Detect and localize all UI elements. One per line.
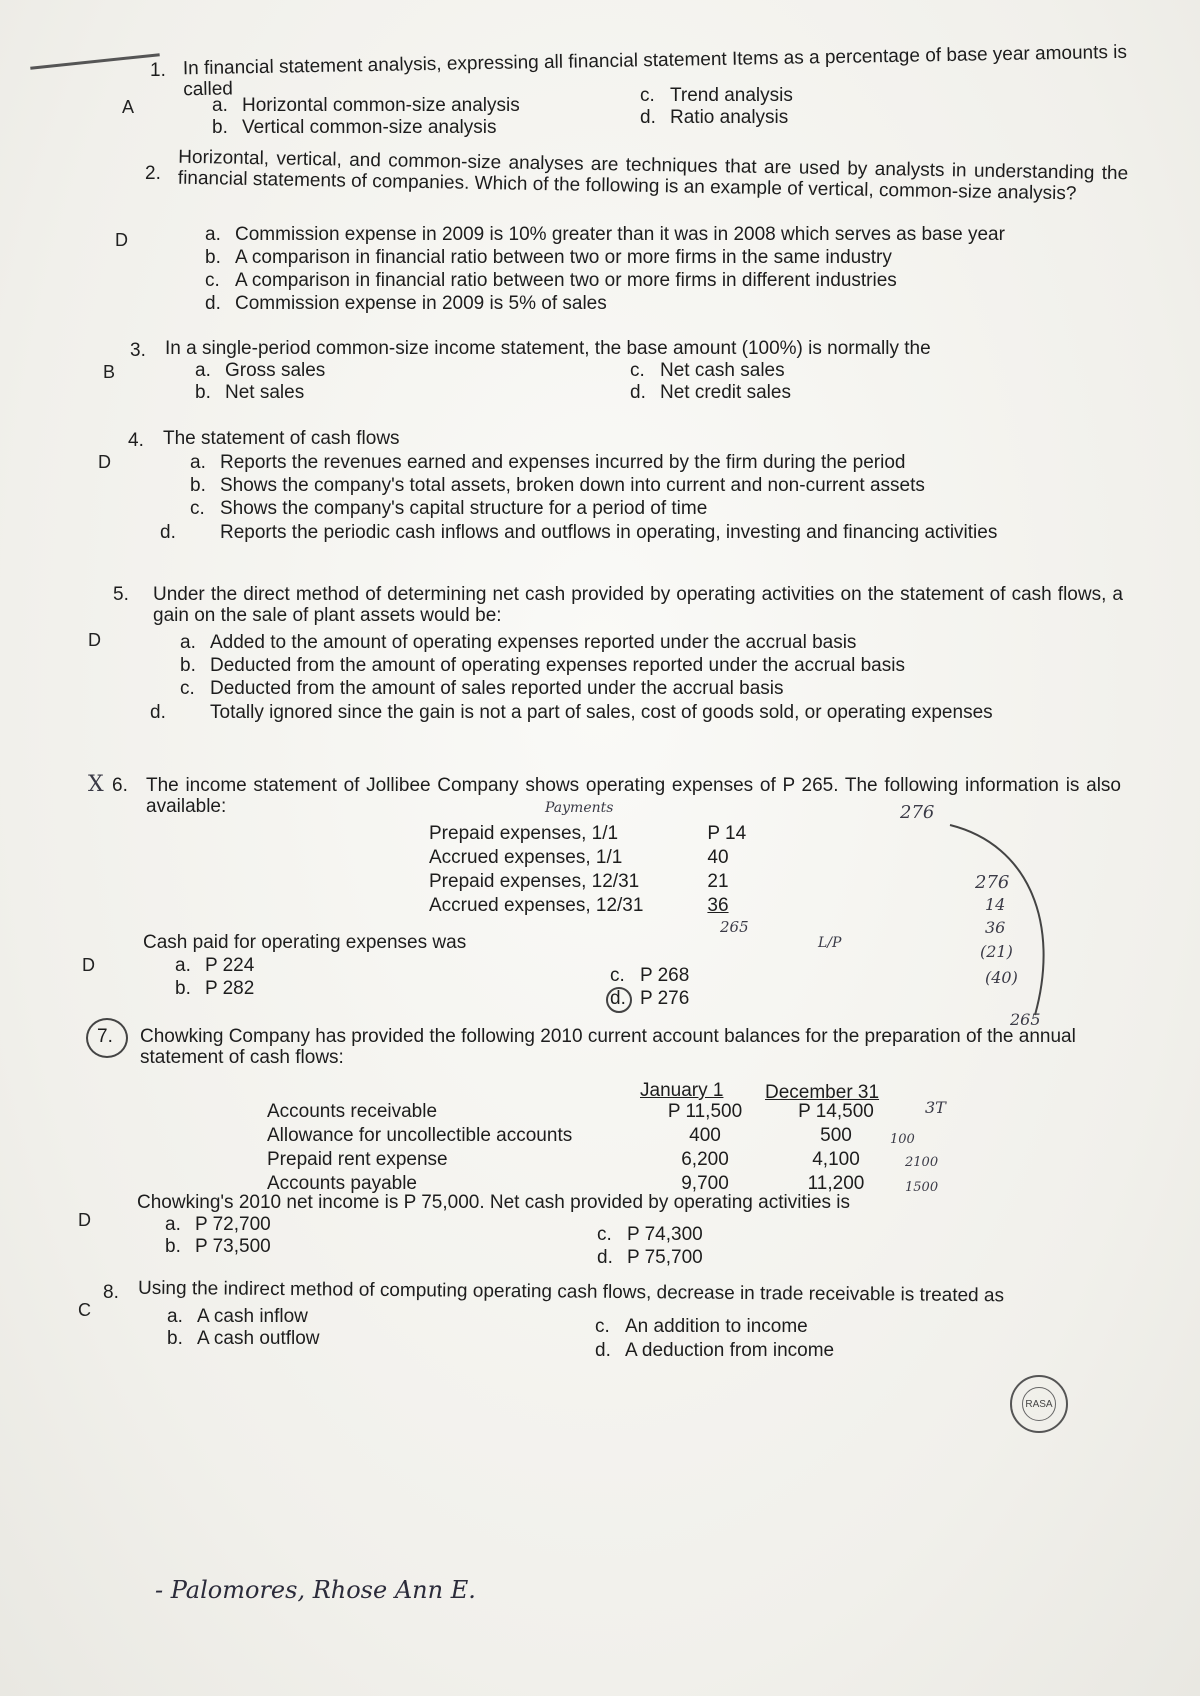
- option-text: Commission expense in 2009 is 10% greater than it was in 2008 which serves as base year: [235, 224, 1005, 245]
- row-label: Prepaid rent expense: [267, 1149, 448, 1170]
- question-stem: Under the direct method of determining net cash provided by operating activities on the statement of cash flows, a gain on the sale of plant assets would be:: [153, 584, 1123, 626]
- cross-mark: X: [88, 772, 104, 797]
- option-a: [195, 360, 325, 382]
- option-letter: d.: [640, 107, 656, 128]
- option-text: P 282: [205, 978, 255, 999]
- option-c: [630, 360, 785, 382]
- option-c: [595, 1316, 808, 1338]
- option-letter: d.: [150, 702, 166, 723]
- option-b: [167, 1328, 320, 1350]
- answer-mark: C: [78, 1300, 91, 1320]
- signature: - Palomores, Rhose Ann E.: [155, 1576, 476, 1604]
- handwritten-note: Payments: [545, 800, 614, 816]
- option-a: [165, 1214, 271, 1236]
- option-d: [597, 1247, 703, 1269]
- answer-mark: D: [98, 452, 111, 472]
- option-letter: a.: [190, 452, 206, 473]
- stamp-seal: [1010, 1375, 1068, 1433]
- balances-table: [263, 1100, 903, 1196]
- option-text: Added to the amount of operating expenses reported under the accrual basis: [210, 632, 857, 653]
- stamp-inner: RASA: [1022, 1387, 1056, 1421]
- option-letter: d.: [160, 522, 176, 543]
- question-number: 2.: [145, 163, 161, 184]
- option-letter: a.: [205, 224, 221, 245]
- option-text: Ratio analysis: [670, 107, 789, 128]
- handwritten-bracket: [940, 815, 1070, 1030]
- option-c: [205, 270, 897, 292]
- option-text: A comparison in financial ratio between two or more firms in different industries: [235, 270, 897, 291]
- option-text: Reports the revenues earned and expenses incurred by the firm during the period: [220, 452, 906, 473]
- answer-mark: B: [103, 362, 116, 382]
- handwritten-note: 14: [985, 895, 1006, 914]
- option-letter: c.: [190, 498, 205, 519]
- option-letter: d.: [630, 382, 646, 403]
- handwritten-note: L/P: [818, 935, 842, 951]
- option-text: Shows the company's capital structure for a period of time: [220, 498, 708, 519]
- option-text: P 75,700: [627, 1247, 703, 1268]
- option-text: Commission expense in 2009 is 5% of sales: [235, 293, 607, 314]
- option-text: Deducted from the amount of operating expenses reported under the accrual basis: [210, 655, 905, 676]
- data-table: [425, 822, 750, 918]
- row-value: 21: [707, 871, 729, 892]
- option-text: P 72,700: [195, 1214, 271, 1235]
- option-b: [195, 382, 304, 404]
- row-value: P 14: [707, 823, 747, 844]
- question-stem: In a single-period common-size income statement, the base amount (100%) is normally the: [165, 338, 931, 359]
- handwritten-note: 36: [985, 918, 1006, 937]
- handwritten-note: 1500: [905, 1180, 939, 1195]
- column-header: January 1: [640, 1080, 724, 1101]
- question-stem: Horizontal, vertical, and common-size analyses are techniques that are used by analysts in understanding the financial statements of companies. Which of the following is an example of vertical, common-size analysis?: [177, 146, 1129, 205]
- question-number: 1.: [150, 60, 166, 81]
- option-letter: c.: [640, 85, 655, 106]
- handwritten-note: 3T: [925, 1098, 946, 1117]
- option-a: [212, 95, 520, 117]
- answer-mark: D: [115, 230, 128, 250]
- option-letter: c.: [205, 270, 220, 291]
- option-d: [205, 293, 607, 315]
- question-stem: In financial statement analysis, expressing all financial statement Items as a percentage of base year amounts is called: [182, 41, 1128, 101]
- question-number: 4.: [128, 430, 144, 451]
- handwritten-note: 2100: [905, 1155, 939, 1170]
- option-c: [180, 678, 784, 700]
- option-letter: b.: [205, 247, 221, 268]
- option-text: P 73,500: [195, 1236, 271, 1257]
- option-letter: a.: [195, 360, 211, 381]
- answer-mark: D: [82, 955, 95, 975]
- option-text: Net credit sales: [660, 382, 791, 403]
- option-text: P 224: [205, 955, 255, 976]
- option-d: [150, 701, 1110, 724]
- option-letter: d.: [595, 1340, 611, 1361]
- option-text: A deduction from income: [625, 1340, 835, 1361]
- handwritten-note: 276: [975, 872, 1010, 893]
- option-text: Trend analysis: [670, 85, 793, 106]
- row-label: Prepaid expenses, 1/1: [429, 823, 619, 844]
- option-text: Shows the company's total assets, broken down into current and non-current assets: [220, 475, 925, 496]
- option-letter: c.: [595, 1316, 610, 1337]
- option-letter: b.: [195, 382, 211, 403]
- question-number: 6.: [112, 775, 128, 796]
- option-b: [180, 655, 905, 677]
- table-row: [263, 1100, 903, 1124]
- option-b: [165, 1236, 271, 1258]
- question-number: 5.: [113, 584, 129, 605]
- row-label: Accounts payable: [267, 1173, 417, 1194]
- option-a: [175, 955, 254, 977]
- option-text: Vertical common-size analysis: [242, 117, 497, 138]
- option-text: Net sales: [225, 382, 305, 403]
- option-text: Totally ignored since the gain is not a part of sales, cost of goods sold, or operating expenses: [210, 702, 993, 723]
- pen-stroke: [30, 53, 160, 70]
- option-letter: c.: [597, 1224, 612, 1245]
- option-letter: c.: [180, 678, 195, 699]
- question-prompt: Cash paid for operating expenses was: [143, 932, 467, 953]
- option-text: P 74,300: [627, 1224, 703, 1245]
- option-b: [205, 247, 892, 269]
- option-text: A comparison in financial ratio between two or more firms in the same industry: [235, 247, 892, 268]
- row-label: Prepaid expenses, 12/31: [429, 871, 640, 892]
- question-stem: The statement of cash flows: [163, 428, 400, 449]
- option-d: [640, 107, 788, 129]
- option-letter: d.: [597, 1247, 613, 1268]
- row-jan: 9,700: [681, 1173, 729, 1194]
- option-letter: b.: [165, 1236, 181, 1257]
- option-letter: b.: [190, 475, 206, 496]
- question-stem: Chowking Company has provided the following 2010 current account balances for the preparation of the annual statement of cash flows:: [140, 1026, 1076, 1068]
- option-d: [630, 382, 791, 404]
- option-text: A cash inflow: [197, 1306, 308, 1327]
- option-c: [610, 965, 689, 987]
- row-dec: P 14,500: [798, 1101, 874, 1122]
- question-number: 7.: [97, 1026, 113, 1047]
- question-stem: Using the indirect method of computing operating cash flows, decrease in trade receivable is treated as: [137, 1277, 1005, 1307]
- option-text: A cash outflow: [197, 1328, 320, 1349]
- row-value: 36: [707, 895, 729, 916]
- option-letter: a.: [212, 95, 228, 116]
- table-row: [425, 822, 750, 846]
- selected-answer-circle: [606, 987, 632, 1013]
- handwritten-note: (21): [980, 942, 1013, 961]
- option-text: Deducted from the amount of sales reported under the accrual basis: [210, 678, 784, 699]
- question-circle: [86, 1018, 128, 1058]
- table-row: [425, 894, 750, 918]
- row-jan: P 11,500: [667, 1101, 743, 1122]
- option-letter: a.: [175, 955, 191, 976]
- option-b: [190, 475, 925, 497]
- row-jan: 400: [689, 1125, 721, 1146]
- row-dec: 4,100: [812, 1149, 860, 1170]
- table-row: [425, 846, 750, 870]
- option-text: P 268: [640, 965, 690, 986]
- row-jan: 6,200: [681, 1149, 729, 1170]
- option-letter: a.: [167, 1306, 183, 1327]
- option-b: [175, 978, 254, 1000]
- handwritten-note: (40): [985, 968, 1018, 987]
- option-text: Gross sales: [225, 360, 326, 381]
- answer-mark: D: [88, 630, 101, 650]
- option-text: P 276: [640, 988, 690, 1009]
- handwritten-note: 265: [1010, 1010, 1041, 1029]
- option-d: [160, 521, 1110, 544]
- table-row: [263, 1148, 903, 1172]
- option-letter: d.: [205, 293, 221, 314]
- option-a: [190, 452, 905, 474]
- question-number: 3.: [130, 340, 146, 361]
- option-c: [597, 1224, 703, 1246]
- answer-mark: A: [122, 97, 135, 117]
- option-letter: b.: [167, 1328, 183, 1349]
- handwritten-note: 265: [720, 918, 749, 936]
- answer-mark: D: [78, 1210, 91, 1230]
- option-b: [212, 117, 496, 139]
- row-value: 40: [707, 847, 729, 868]
- question-stem: The income statement of Jollibee Company shows operating expenses of P 265. The following information is also available:: [146, 775, 1121, 817]
- option-a: [180, 632, 856, 654]
- table-row: [425, 870, 750, 894]
- handwritten-note: 100: [890, 1132, 915, 1147]
- option-d: [595, 1340, 834, 1362]
- option-letter: c.: [630, 360, 645, 381]
- option-letter: b.: [212, 117, 228, 138]
- table-row: [263, 1124, 903, 1148]
- row-label: Allowance for uncollectible accounts: [267, 1125, 573, 1146]
- option-letter: a.: [165, 1214, 181, 1235]
- option-a: [205, 224, 1005, 246]
- option-letter: b.: [180, 655, 196, 676]
- row-label: Accrued expenses, 12/31: [429, 895, 644, 916]
- row-dec: 500: [820, 1125, 852, 1146]
- option-letter: d.: [610, 988, 626, 1009]
- option-c: [640, 85, 793, 107]
- handwritten-note: 276: [900, 802, 935, 823]
- question-number: 8.: [103, 1282, 119, 1303]
- column-header: December 31: [765, 1082, 880, 1103]
- option-letter: a.: [180, 632, 196, 653]
- option-text: Net cash sales: [660, 360, 785, 381]
- option-text: Reports the periodic cash inflows and outflows in operating, investing and financing activities: [220, 522, 998, 543]
- question-prompt: Chowking's 2010 net income is P 75,000. Net cash provided by operating activities is: [137, 1192, 851, 1213]
- bracket-stroke: [950, 825, 1044, 1015]
- option-c: [190, 498, 707, 520]
- row-label: Accrued expenses, 1/1: [429, 847, 623, 868]
- row-dec: 11,200: [807, 1173, 865, 1194]
- option-letter: c.: [610, 965, 625, 986]
- option-a: [167, 1306, 308, 1328]
- option-letter: b.: [175, 978, 191, 999]
- option-text: An addition to income: [625, 1316, 808, 1337]
- row-label: Accounts receivable: [267, 1101, 438, 1122]
- option-text: Horizontal common-size analysis: [242, 95, 520, 116]
